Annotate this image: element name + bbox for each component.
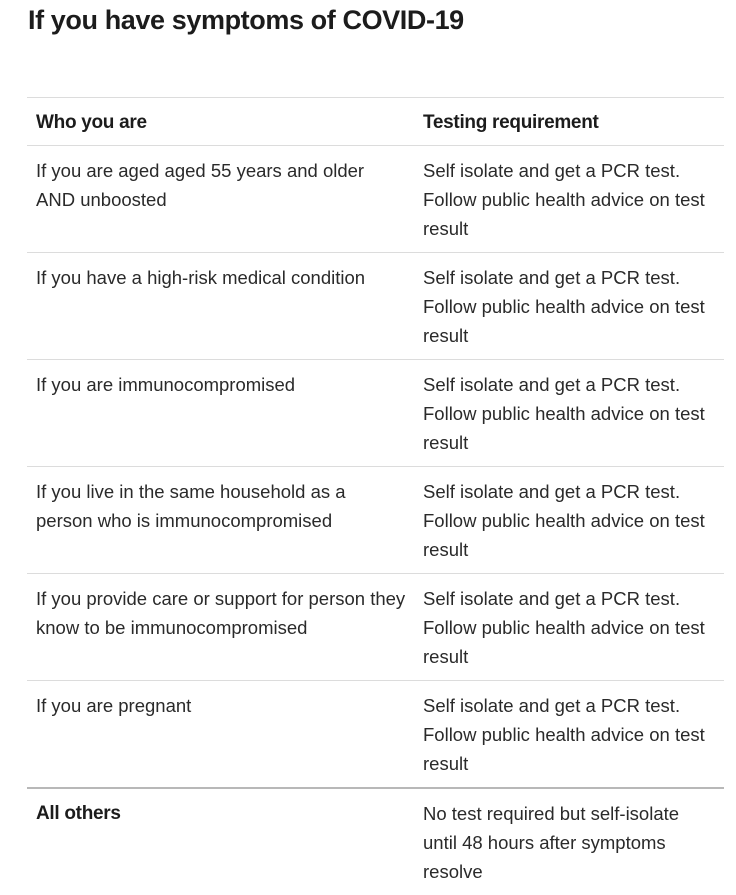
- testing-requirements-table: [27, 97, 724, 895]
- requirement-cell: Self isolate and get a PCR test. Follow public health advice on test result: [423, 374, 705, 453]
- requirement-cell: Self isolate and get a PCR test. Follow public health advice on test result: [423, 267, 705, 346]
- table-row: [27, 253, 724, 360]
- requirement-cell: Self isolate and get a PCR test. Follow public health advice on test result: [423, 481, 705, 560]
- table-row: [27, 574, 724, 681]
- requirement-cell: Self isolate and get a PCR test. Follow public health advice on test result: [423, 160, 705, 239]
- who-cell: If you have a high-risk medical condition: [36, 267, 366, 288]
- column-header-who: Who you are: [36, 112, 147, 133]
- table-row: [27, 146, 724, 253]
- table-row-all-others: [27, 788, 724, 895]
- who-cell: If you are pregnant: [36, 695, 192, 716]
- table-row: [27, 467, 724, 574]
- table-row: [27, 360, 724, 467]
- page-title: If you have symptoms of COVID-19: [28, 5, 464, 35]
- column-header-requirement: Testing requirement: [423, 112, 599, 133]
- who-cell: If you are aged aged 55 years and older AND unboosted: [36, 160, 365, 210]
- table-row: [27, 681, 724, 789]
- who-cell: If you are immunocompromised: [36, 374, 296, 395]
- requirement-cell: Self isolate and get a PCR test. Follow public health advice on test result: [423, 695, 705, 774]
- who-cell: If you live in the same household as a person who is immunocompromised: [36, 481, 346, 531]
- requirement-cell: Self isolate and get a PCR test. Follow public health advice on test result: [423, 588, 705, 667]
- requirement-cell-all-others: No test required but self-isolate until 48 hours after symptoms resolve: [423, 803, 680, 882]
- table-header-row: [27, 98, 724, 146]
- who-cell-all-others: All others: [36, 803, 121, 824]
- who-cell: If you provide care or support for person they know to be immunocompromised: [36, 588, 406, 638]
